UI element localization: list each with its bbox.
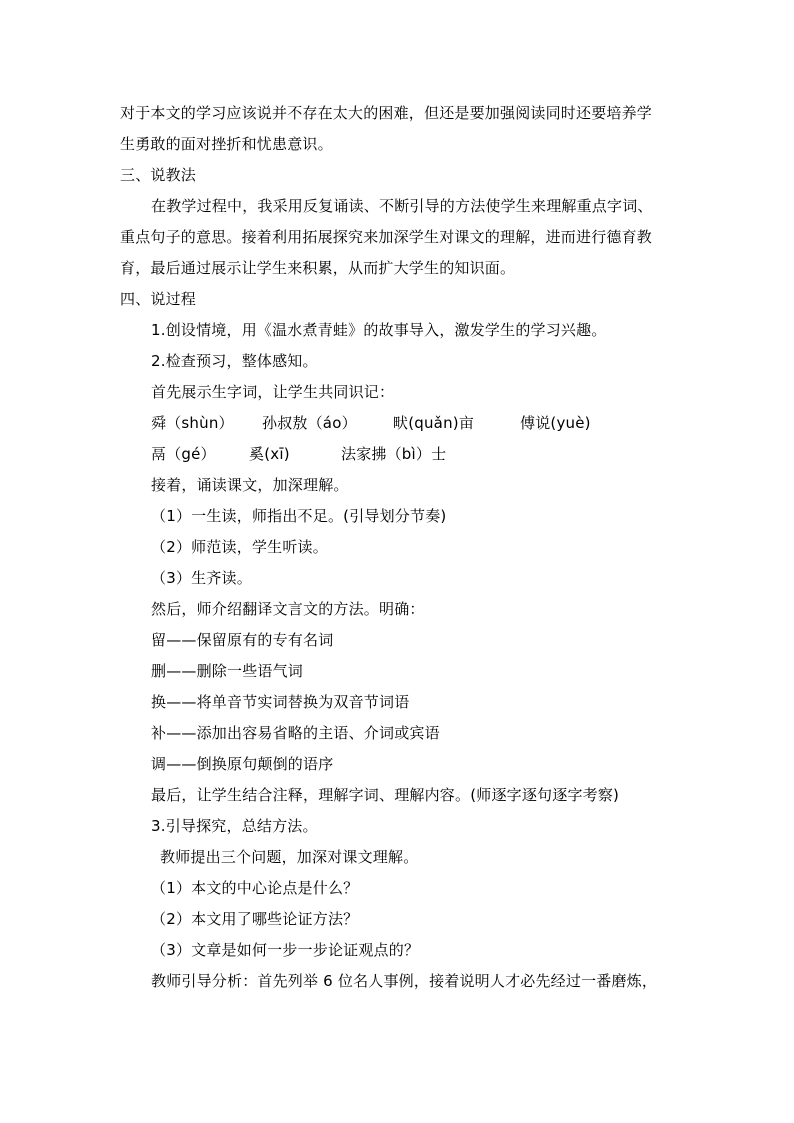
section-heading-teaching-method: 三、说教法 [120,166,197,184]
questions-intro: 教师提出三个问题，加深对课文理解。 [160,848,419,866]
step-2: 2.检查预习，整体感知。 [151,352,318,370]
pinyin-item: 傅说(yuè) [520,414,591,432]
intro-paragraph-line-2: 生勇敢的面对挫折和忧患意识。 [120,135,333,153]
intro-paragraph-line-1: 对于本文的学习应该说并不存在太大的困难，但还是要加强阅读同时还要培养学 [120,104,653,122]
finally-line: 最后，让学生结合注释，理解字词、理解内容。(师逐字逐句逐字考察) [151,786,620,804]
read-step-2: （2）师范读，学生听读。 [151,538,328,556]
pinyin-row-1 [0,413,794,433]
read-intro: 接着，诵读课文，加深理解。 [151,476,349,494]
method-paragraph-line-1: 在教学过程中，我采用反复诵读、不断引导的方法使学生来理解重点字词、 [151,197,653,215]
translate-method-1: 留——保留原有的专有名词 [151,631,334,649]
pinyin-item: 鬲（gé） [151,445,216,463]
read-step-1: （1）一生读，师指出不足。(引导划分节奏) [151,507,447,525]
section-heading-process: 四、说过程 [120,290,197,308]
translate-method-4: 补——添加出容易省略的主语、介词或宾语 [151,724,440,742]
pinyin-item: 奚(xī) [249,445,290,463]
translate-method-2: 删——删除一些语气词 [151,662,304,680]
pinyin-item: 畎(quǎn)亩 [393,414,475,432]
analysis-line: 教师引导分析：首先列举 6 位名人事例，接着说明人才必先经过一番磨炼， [151,972,658,990]
question-1: （1）本文的中心论点是什么？ [151,879,359,897]
method-paragraph-line-2: 重点句子的意思。接着利用拓展探究来加深学生对课文的理解，进而进行德育教 [120,228,653,246]
pinyin-item: 舜（shùn） [151,414,234,432]
step-3: 3.引导探究，总结方法。 [151,817,318,835]
translate-method-5: 调——倒换原句颠倒的语序 [151,755,334,773]
pinyin-item: 法家拂（bì）士 [341,445,447,463]
question-2: （2）本文用了哪些论证方法？ [151,910,359,928]
step-1: 1.创设情境，用《温水煮青蛙》的故事导入，激发学生的学习兴趣。 [151,321,607,339]
question-3: （3）文章是如何一步一步论证观点的？ [151,941,420,959]
method-paragraph-line-3: 育，最后通过展示让学生来积累，从而扩大学生的知识面。 [120,259,516,277]
read-step-3: （3）生齐读。 [151,569,252,587]
pinyin-item: 孙叔敖（áo） [262,414,357,432]
pinyin-row-2 [0,444,794,464]
translate-method-3: 换——将单音节实词替换为双音节词语 [151,693,410,711]
new-words-intro: 首先展示生字词，让学生共同识记： [151,383,395,401]
translate-intro: 然后，师介绍翻译文言文的方法。明确： [151,600,425,618]
